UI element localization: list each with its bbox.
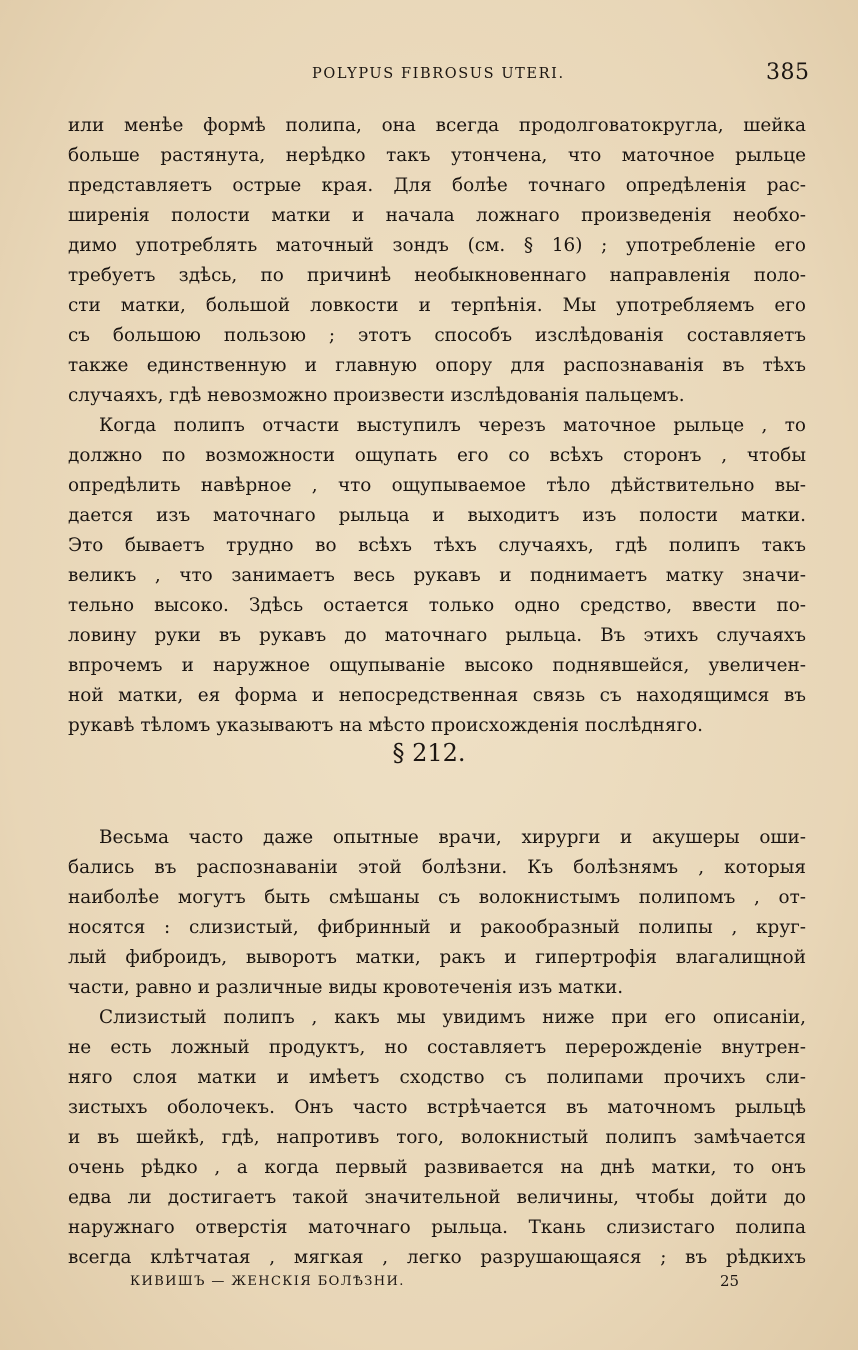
- text-line: всегда клѣтчатая , мягкая , легко разрушающаяся ; въ рѣдкихъ: [68, 1247, 806, 1268]
- text-line: должно по возможности ощупать его со всѣхъ сторонъ , чтобы: [68, 445, 806, 466]
- text-line: няго слоя матки и имѣетъ сходство съ полипами прочихъ сли-: [68, 1067, 806, 1088]
- text-line: димо употреблять маточный зондъ (см. § 16) ; употребленіе его: [68, 235, 806, 256]
- text-line: требуетъ здѣсь, по причинѣ необыкновеннаго направленія поло-: [68, 265, 806, 286]
- page-header: [0, 62, 858, 92]
- text-line: съ большою пользою ; этотъ способъ изслѣдованія составляетъ: [68, 325, 806, 346]
- text-line: представляетъ острые края. Для болѣе точнаго опредѣленія рас-: [68, 175, 806, 196]
- text-line: случаяхъ, гдѣ невозможно произвести изслѣдованія пальцемъ.: [68, 385, 685, 406]
- section-heading: § 212.: [392, 739, 466, 767]
- text-line: наружнаго отверстія маточнаго рыльца. Ткань слизистаго полипа: [68, 1217, 806, 1238]
- text-line: Весьма часто даже опытные врачи, хирурги и акушеры оши-: [99, 827, 806, 848]
- text-line: бались въ распознаваніи этой болѣзни. Къ болѣзнямъ , которыя: [68, 857, 806, 878]
- text-line: лый фиброидъ, выворотъ матки, ракъ и гипертрофія влагалищной: [68, 947, 806, 968]
- text-line: носятся : слизистый, фибринный и ракообразный полипы , круг-: [68, 917, 806, 938]
- text-line: ширенія полости матки и начала ложнаго произведенія необхо-: [68, 205, 806, 226]
- text-line: очень рѣдко , а когда первый развивается на днѣ матки, то онъ: [68, 1157, 806, 1178]
- text-line: Это бываетъ трудно во всѣхъ тѣхъ случаяхъ, гдѣ полипъ такъ: [68, 535, 806, 556]
- text-line: не есть ложный продуктъ, но составляетъ перерожденіе внутрен-: [68, 1037, 806, 1058]
- text-line: части, равно и различные виды кровотеченія изъ матки.: [68, 977, 624, 998]
- text-line: сти матки, большой ловкости и терпѣнія. Мы употребляемъ его: [68, 295, 806, 316]
- text-line: едва ли достигаетъ такой значительной величины, чтобы дойти до: [68, 1187, 806, 1208]
- text-line: больше растянута, нерѣдко такъ утончена, что маточное рыльце: [68, 145, 806, 166]
- signature-number: 25: [720, 1272, 740, 1290]
- text-line: наиболѣе могутъ быть смѣшаны съ волокнистымъ полипомъ , от-: [68, 887, 806, 908]
- text-line: ловину руки въ рукавъ до маточнаго рыльца. Въ этихъ случаяхъ: [68, 625, 806, 646]
- text-line: великъ , что занимаетъ весь рукавъ и поднимаетъ матку значи-: [68, 565, 806, 586]
- text-line: Слизистый полипъ , какъ мы увидимъ ниже при его описаніи,: [99, 1007, 806, 1028]
- running-title: POLYPUS FIBROSUS UTERI.: [312, 66, 565, 82]
- page-footer: [0, 1274, 858, 1298]
- text-line: дается изъ маточнаго рыльца и выходитъ изъ полости матки.: [68, 505, 806, 526]
- signature-mark: КИВИШЪ — ЖЕНСКІЯ БОЛѢЗНИ.: [130, 1274, 405, 1289]
- text-line: тельно высоко. Здѣсь остается только одно средство, ввести по-: [68, 595, 806, 616]
- text-line: или менѣе формѣ полипа, она всегда продолговатокругла, шейка: [68, 115, 806, 136]
- text-line: Когда полипъ отчасти выступилъ черезъ маточное рыльце , то: [99, 415, 806, 436]
- text-line: и въ шейкѣ, гдѣ, напротивъ того, волокнистый полипъ замѣчается: [68, 1127, 806, 1148]
- text-line: ной матки, ея форма и непосредственная связь съ находящимся въ: [68, 685, 806, 706]
- text-line: опредѣлить навѣрное , что ощупываемое тѣло дѣйствительно вы-: [68, 475, 806, 496]
- text-line: впрочемъ и наружное ощупываніе высоко поднявшейся, увеличен-: [68, 655, 806, 676]
- text-line: зистыхъ оболочекъ. Онъ часто встрѣчается въ маточномъ рыльцѣ: [68, 1097, 806, 1118]
- text-line: рукавѣ тѣломъ указываютъ на мѣсто происхожденія послѣдняго.: [68, 715, 704, 736]
- page-number: 385: [766, 60, 810, 85]
- text-line: также единственную и главную опору для распознаванія въ тѣхъ: [68, 355, 806, 376]
